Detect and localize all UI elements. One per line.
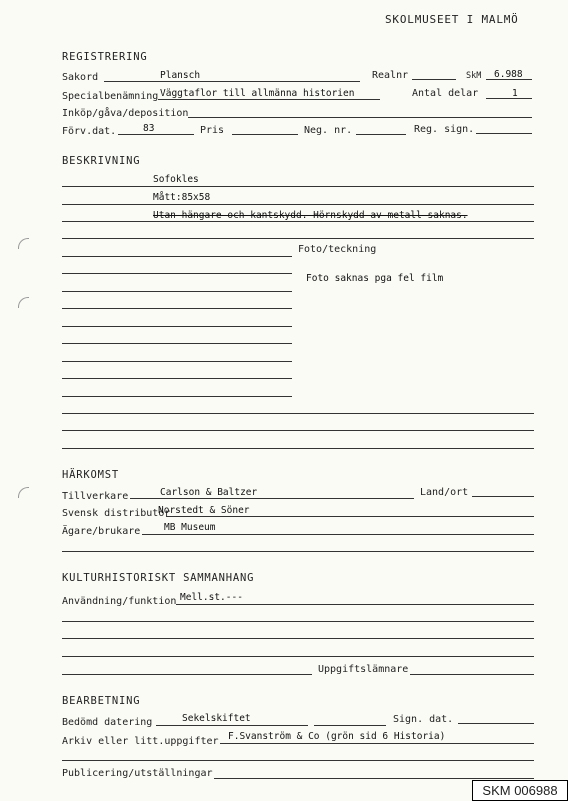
- kultur-rule-4: [62, 674, 312, 675]
- specialbenamning-label: Specialbenämning: [62, 91, 159, 102]
- publicering-line: [214, 778, 534, 779]
- left-rule-9: [62, 396, 292, 397]
- kultur-rule-1: [62, 621, 534, 622]
- datering-line-2: [314, 725, 386, 726]
- foto-note: Foto saknas pga fel film: [306, 273, 444, 284]
- left-rule-2: [62, 273, 292, 274]
- specialbenamning-value: Väggtaflor till allmänna historien: [160, 88, 355, 99]
- pris-label: Pris: [200, 125, 225, 136]
- section-heading-harkomst: HÄRKOMST: [62, 469, 119, 481]
- neg-nr-line: [356, 134, 406, 135]
- datering-value: Sekelskiftet: [182, 713, 251, 724]
- punch-hole-3: [18, 487, 29, 498]
- realnr-label: Realnr: [372, 70, 409, 81]
- sakord-value: Plansch: [160, 70, 201, 81]
- left-rule-4: [62, 308, 292, 309]
- beskrivning-rule-1: [62, 186, 534, 187]
- section-heading-kultur: KULTURHISTORISKT SAMMANHANG: [62, 572, 255, 584]
- datering-label: Bedömd datering: [62, 717, 153, 728]
- distributor-label: Svensk distributör: [62, 508, 171, 519]
- left-rule-6: [62, 343, 292, 344]
- foto-teckning-label: Foto/teckning: [298, 244, 377, 255]
- section-heading-registrering: REGISTRERING: [62, 51, 148, 63]
- agare-line: [142, 534, 534, 535]
- uppgiftslamnare-label: Uppgiftslämnare: [318, 664, 409, 675]
- inkop-line: [188, 117, 532, 118]
- reg-sign-line: [476, 133, 532, 134]
- forv-dat-label: Förv.dat.: [62, 126, 117, 137]
- skm-value: 6.988: [494, 69, 523, 80]
- full-rule-3: [62, 448, 534, 449]
- antal-delar-label: Antal delar: [412, 88, 479, 99]
- beskrivning-line-3: Utan hängare och kantskydd. Hörnskydd av metall saknas.: [153, 210, 468, 221]
- realnr-line: [412, 79, 456, 80]
- land-ort-line: [472, 496, 534, 497]
- distributor-value: Norstedt & Söner: [158, 505, 250, 516]
- sign-dat-label: Sign. dat.: [393, 714, 454, 725]
- arkiv-label: Arkiv eller litt.uppgifter: [62, 736, 219, 747]
- left-rule-1: [62, 256, 292, 257]
- beskrivning-line-1: Sofokles: [153, 174, 199, 185]
- section-heading-beskrivning: BESKRIVNING: [62, 155, 141, 167]
- antal-delar-line: [486, 98, 532, 99]
- specialbenamning-line: [158, 99, 380, 100]
- forv-dat-line: [118, 134, 194, 135]
- anvandning-label: Användning/funktion: [62, 596, 177, 607]
- harkomst-rule: [62, 551, 534, 552]
- distributor-line: [166, 516, 534, 517]
- sakord-line: [104, 81, 360, 82]
- kultur-rule-3: [62, 656, 534, 657]
- left-rule-7: [62, 361, 292, 362]
- arkiv-line: [220, 743, 534, 744]
- agare-value: MB Museum: [164, 522, 216, 533]
- beskrivning-rule-3: [62, 221, 534, 222]
- full-rule-2: [62, 430, 534, 431]
- agare-label: Ägare/brukare: [62, 526, 141, 537]
- catalog-id-stamp: SKM 006988: [472, 780, 568, 801]
- uppgiftslamnare-line: [410, 674, 534, 675]
- forv-dat-value: 83: [143, 123, 155, 134]
- left-rule-3: [62, 291, 292, 292]
- punch-hole-1: [18, 238, 29, 249]
- skm-label: SkM: [466, 71, 482, 81]
- pris-line: [232, 134, 298, 135]
- reg-sign-label: Reg. sign.: [414, 124, 475, 135]
- museum-header: SKOLMUSEET I MALMÖ: [385, 13, 519, 26]
- sakord-label: Sakord: [62, 72, 99, 83]
- left-rule-5: [62, 326, 292, 327]
- tillverkare-value: Carlson & Baltzer: [160, 487, 258, 498]
- left-rule-8: [62, 378, 292, 379]
- antal-delar-value: 1: [512, 88, 518, 99]
- tillverkare-label: Tillverkare: [62, 491, 129, 502]
- tillverkare-line: [130, 498, 414, 499]
- inkop-label: Inköp/gåva/deposition: [62, 108, 189, 119]
- section-heading-bearbetning: BEARBETNING: [62, 695, 141, 707]
- arkiv-value: F.Svanström & Co (grön sid 6 Historia): [228, 731, 446, 742]
- anvandning-value: Mell.st.---: [180, 592, 243, 603]
- skm-line: [486, 79, 532, 80]
- datering-line-1: [156, 725, 308, 726]
- bearbetning-rule: [62, 760, 534, 761]
- beskrivning-rule-2: [62, 204, 534, 205]
- full-rule-1: [62, 413, 534, 414]
- sign-dat-line: [458, 723, 534, 724]
- beskrivning-rule-4: [62, 238, 534, 239]
- kultur-rule-2: [62, 638, 534, 639]
- land-ort-label: Land/ort: [420, 487, 469, 498]
- anvandning-line: [176, 604, 534, 605]
- punch-hole-2: [18, 297, 29, 308]
- neg-nr-label: Neg. nr.: [304, 125, 353, 136]
- beskrivning-line-2: Mått:85x58: [153, 192, 211, 203]
- publicering-label: Publicering/utställningar: [62, 768, 213, 779]
